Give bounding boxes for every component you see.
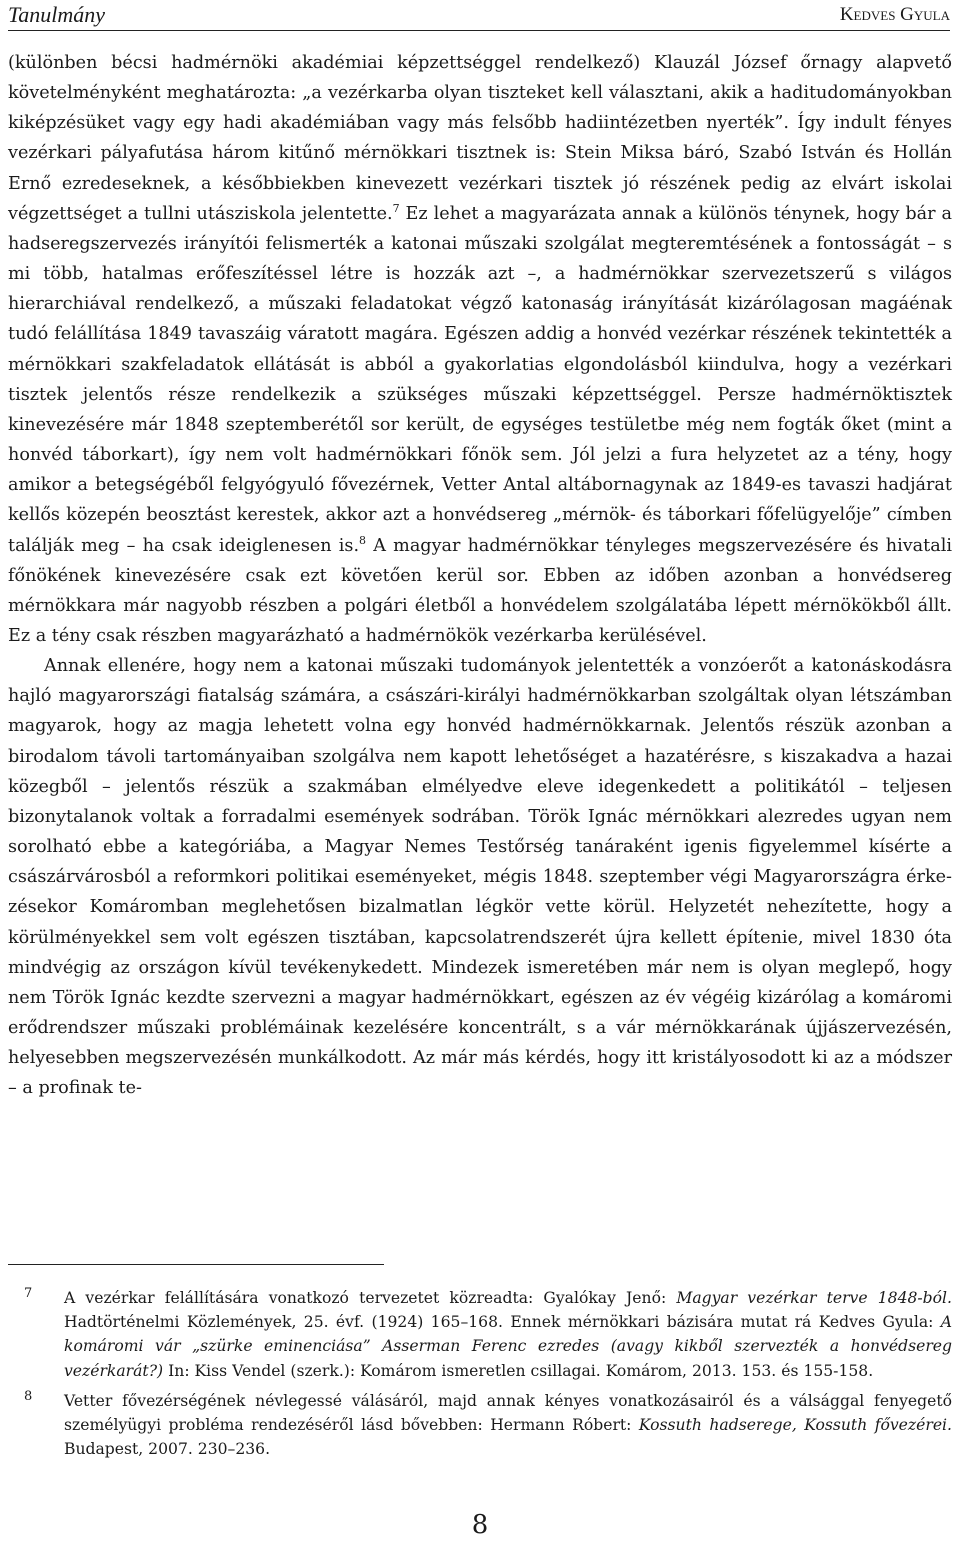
text-run: In: Kiss Vendel (szerk.): Komárom ismeretlen csillagai. Komárom, 2013. 153. és 155-158. <box>163 1361 874 1380</box>
footnote-number: 8 <box>24 1388 33 1404</box>
footnotes <box>8 1286 952 1467</box>
running-header <box>8 0 950 31</box>
footnote-8 <box>8 1389 952 1462</box>
text-run: A vezérkar felállítására vonatkozó tervezetet közreadta: Gyalókay Jenő: <box>64 1289 677 1307</box>
paragraph-1 <box>8 48 952 651</box>
text-run: Ez lehet a magyarázata annak a különös ténynek, hogy bár a hadseregszervezés irányítói felismerték a katonai műszaki szolgálat megteremtésének a fontosságát – s mi több, hatalmas erőfeszítéssel létre is hozzák azt –, a hadmérnökkar szervezetszerű s világos hierarchiával rendelkező, a műszaki feladatokat végző katonaság irányítását kizárólagosan magáénak tudó felállítása 1849 tavaszáig váratott magára. Egészen addig a honvéd vezérkar részének tekintették a mérnökkari szakfeladatok ellátását is abból a gyakorlatias elgondolásból kiindulva, hogy a vezérkari tisztek jelentős része rendelkezik a szükséges műszaki képzettséggel. Persze hadmérnöktisztek kinevezésére már 1848 szeptemberétől sor került, de egységes testületbe még nem fogták őket (mint a honvéd táborkart), így nem volt hadmérnökkari főnök sem. Jól jelzi a fura helyzetet az a tény, hogy amikor a betegségéből felgyógyuló fővezérnek, Vetter Antal altábornagynak az 1849-es tavaszi hadjárat kellős közepén beosztást kerestek, akkor azt a honvédsereg „mérnök- és táborkari főfelügyelője” címben találják meg – ha csak ideiglenesen is. <box>8 203 952 556</box>
footnote-number: 7 <box>24 1286 33 1301</box>
text-run: Annak ellenére, hogy nem a katonai műszaki tudományok jelentették a vonzóerőt a katonáskodásra hajló magyarországi fiatalság számára, a császári-királyi hadmérnökkarban szolgáltak olyan létszámban magyarok, hogy az magja lehetett volna egy honvéd hadmérnökkarnak. Jelentős részük azonban a birodalom távoli tartományaiban szolgálva nem kapott lehetőséget a hazatérésre, s kiszakadva a hazai közegből – jelentős részük a szakmában elmélyedve eleve idegenkedett a politikától – teljesen bizonytalanok voltak a forradalmi események sodrában. Török Ignác mérnökkari alezredes ugyan nem sorolható ebbe a kategóriába, a Magyar Nemes Testőrség tanáraként igenis figyelemmel kísérte a császárvárosból a reformkori politikai eseményeket, mégis 1848. szeptember végi Magyarországra érkezésekor Komáromban meglehetősen bizalmatlan légkör vette körül. Helyzetét nehezítette, hogy a körülményekkel sem volt egészen tisztában, kapcsolatrendszerét újra kellett építenie, mivel 1830 óta mindvégig az országon kívül tevékenykedett. Mindezek ismeretében már nem is olyan meglepő, hogy nem Török Ignác kezdte szervezni a magyar hadmérnökkart, egészen az év végéig kizárólag a komáromi erődrendszer műszaki problémáinak kezelésére koncentrált, s a vár mérnökkarának újjászervezésén, helyesebben megszervezésén munkálkodott. Az már más kérdés, hogy itt kristályosodott ki az a módszer – a profinak te- <box>8 656 952 1099</box>
text-run: (különben bécsi hadmérnöki akadémiai képzettséggel rendelkező) Klauzál József őrnagy alapvető követelményként meghatározta: „a vezérkarba olyan tiszteket kell választani, akik a haditudományokban kiképzésüket vagy egy hadi akadémiában vagy más felsőbb hadiintézetben nyerték”. Így indult fényes vezérkari pályafutása három kitűnő mérnökkari tisztnek is: Stein Miksa báró, Szabó István és Hollán Ernő ezredeseknek, a későbbiekben kinevezett vezérkari tisztek jó részének pedig az elvárt iskolai végzettséget a tullni utásziskola jelentette. <box>8 53 952 224</box>
article-body <box>8 48 952 1103</box>
footnote-separator <box>8 1264 384 1265</box>
italic-title: A komáromi vár „szürke eminenciása” Asserman Ferenc ezredes (avagy kikből szervezték a honvédsereg vezérkarát?) <box>64 1313 952 1380</box>
footnote-ref-8[interactable]: 8 <box>359 533 367 547</box>
italic-title: Kossuth hadserege, Kossuth fővezérei. <box>638 1416 952 1435</box>
text-run: Budapest, 2007. 230–236. <box>64 1440 271 1459</box>
text-run: Vetter fővezérségének névlegessé válásáról, majd annak kényes vonatkozásairól és a válsággal fenyegető személyügyi probléma rendezéséről lásd bővebben: Hermann Róbert: <box>64 1391 952 1435</box>
footnote-7 <box>8 1286 952 1383</box>
text-run: Hadtörténelmi Közlemények, 25. évf. (1924) 165–168. Ennek mérnökkari bázisára mutat rá Kedves Gyula: <box>64 1313 941 1332</box>
author-name: Kedves Gyula <box>839 4 950 25</box>
italic-title: Magyar vezérkar terve 1848-ból. <box>676 1289 952 1307</box>
paragraph-2 <box>8 651 952 1103</box>
page-number: 8 <box>471 1510 489 1540</box>
section-label: Tanulmány <box>8 2 105 27</box>
footnote-ref-7[interactable]: 7 <box>392 201 400 215</box>
text-run: A magyar hadmérnökkar tényleges megszervezésére és hivatali főnökének kinevezésére csak ezt követően kerül sor. Ebben az időben azonban a honvédsereg mérnökkara már nagyobb részben a polgári életből a honvédelem szolgálatába lépett mérnökökből állt. Ez a tény csak részben magyarázható a hadmérnökök vezérkarba kerülésével. <box>8 535 952 646</box>
